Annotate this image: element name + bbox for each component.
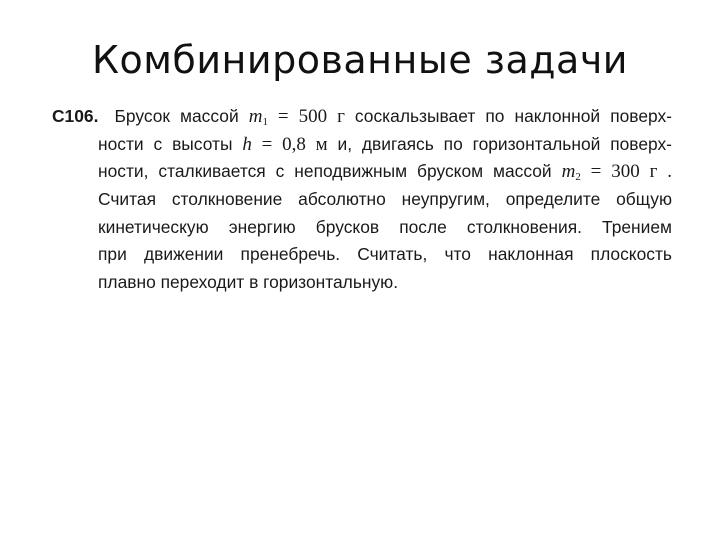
problem-text-segment: ности с высоты [98,133,233,154]
problem-line-6: при движении пренебречь. Считать, что наклонная плоскость [98,244,672,265]
problem-line-4: Считая столкновение абсолютно неупругим, определите общую [98,189,672,210]
problem-line-1 [52,103,672,131]
slide-title: Комбинированные задачи [92,38,628,82]
mass-1-expression [249,106,345,127]
mass-2-value: = 300 г . [590,161,673,183]
height-expression [242,134,327,155]
mass-2-symbol: m [561,161,576,183]
mass-1-index: 1 [262,116,268,128]
problem-line-7: плавно переходит в горизонтальную. [98,272,399,293]
mass-1-symbol: m [248,106,263,127]
mass-2-expression [562,161,672,182]
problem-text-segment: Брусок массой [114,106,239,126]
problem-number: С106. [52,106,99,126]
problem-text-segment: соскальзывает по наклонной поверх- [354,106,672,126]
problem-line-5: кинетическую энергию брусков после столкновения. Трением [98,216,672,237]
problem-line-3 [52,158,672,186]
height-value: = 0,8 м [261,133,328,155]
problem-line-2 [52,131,672,159]
problem-text [52,103,672,297]
mass-2-index: 2 [575,171,581,184]
mass-1-value: = 500 г [277,106,345,127]
problem-text-segment: ности, сталкивается с неподвижным бруском массой [98,161,552,182]
height-symbol: h [242,133,252,155]
problem-text-segment: и, двигаясь по горизонтальной поверх- [337,133,672,154]
